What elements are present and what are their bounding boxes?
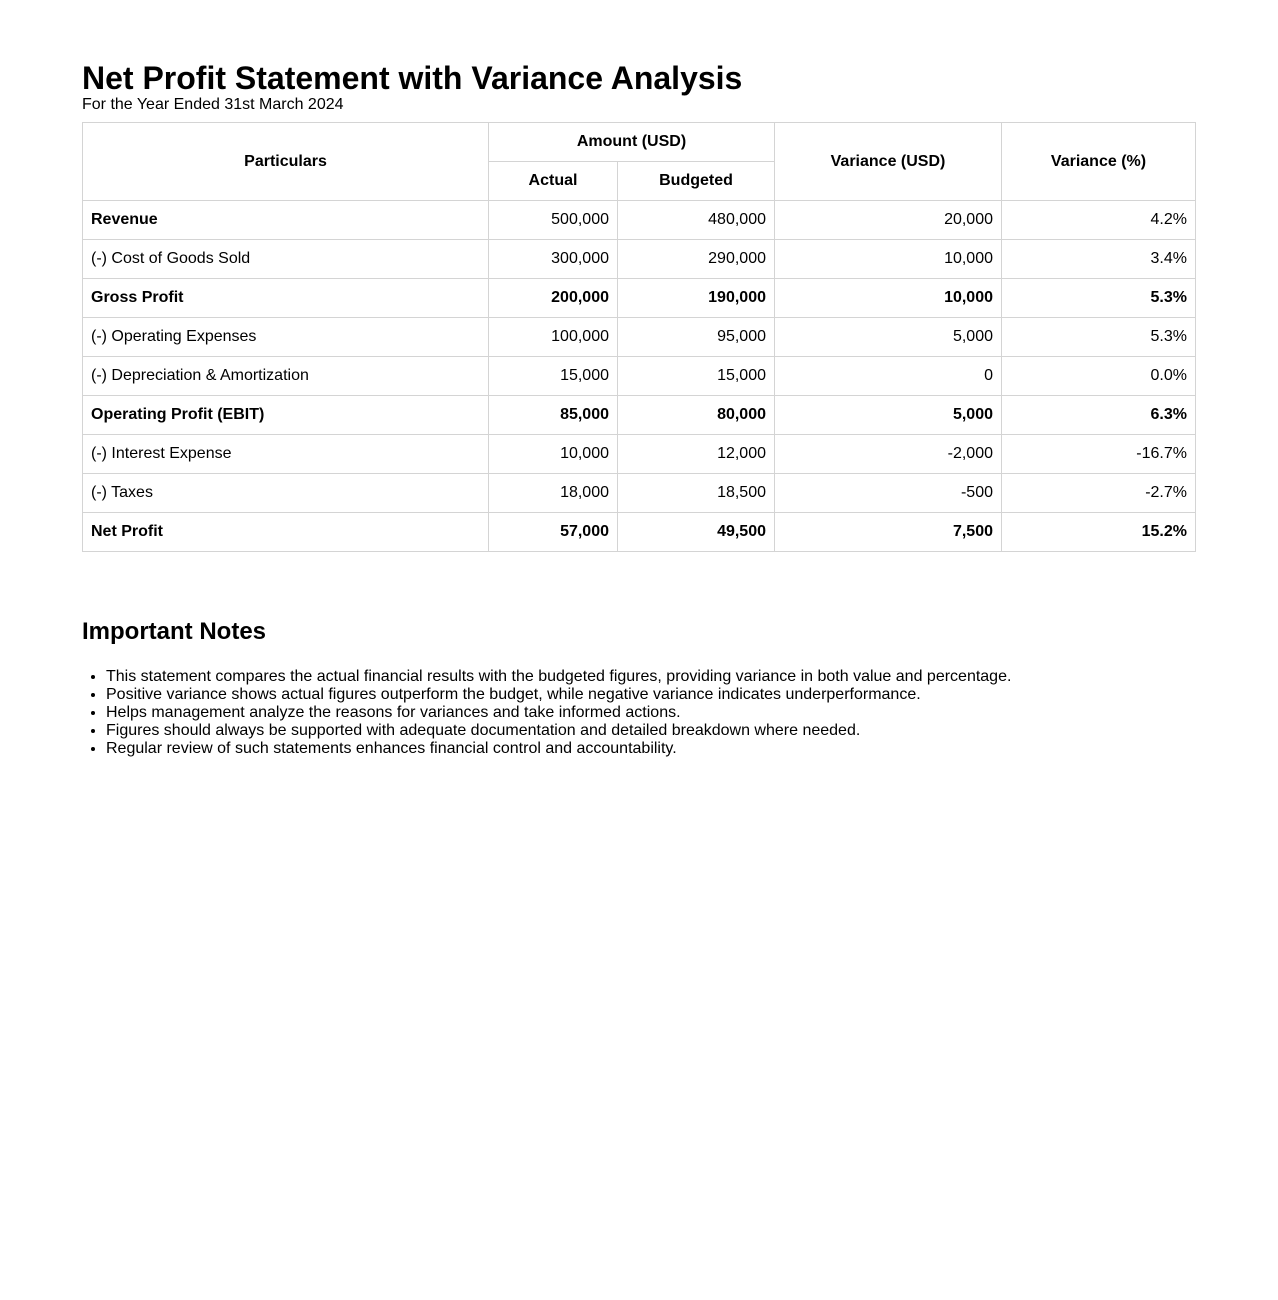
row-label: (-) Depreciation & Amortization <box>83 357 489 396</box>
note-item: • Regular review of such statements enhances financial control and accountability. <box>106 740 1196 758</box>
cell-actual: 18,000 <box>489 474 618 513</box>
table-row <box>83 357 1196 396</box>
cell-budgeted: 290,000 <box>618 240 775 279</box>
cell-budgeted: 18,500 <box>618 474 775 513</box>
row-label: (-) Cost of Goods Sold <box>83 240 489 279</box>
note-item: • Helps management analyze the reasons for variances and take informed actions. <box>106 704 1196 722</box>
cell-variance-pct: 15.2% <box>1002 513 1196 552</box>
cell-budgeted: 80,000 <box>618 396 775 435</box>
cell-budgeted: 190,000 <box>618 279 775 318</box>
notes-title: Important Notes <box>82 618 267 645</box>
cell-actual: 100,000 <box>489 318 618 357</box>
cell-budgeted: 480,000 <box>618 201 775 240</box>
cell-variance-pct: 0.0% <box>1002 357 1196 396</box>
cell-variance-pct: -2.7% <box>1002 474 1196 513</box>
row-label: Net Profit <box>83 513 489 552</box>
cell-actual: 300,000 <box>489 240 618 279</box>
table-row <box>83 396 1196 435</box>
cell-budgeted: 15,000 <box>618 357 775 396</box>
header-amount-group: Amount (USD) <box>489 123 775 162</box>
table-row <box>83 435 1196 474</box>
cell-actual: 10,000 <box>489 435 618 474</box>
cell-actual: 200,000 <box>489 279 618 318</box>
table-body <box>83 201 1196 552</box>
header-actual: Actual <box>489 162 618 201</box>
header-variance-pct: Variance (%) <box>1002 123 1196 201</box>
header-variance-usd: Variance (USD) <box>775 123 1002 201</box>
row-label: Gross Profit <box>83 279 489 318</box>
table-row <box>83 474 1196 513</box>
note-item: • This statement compares the actual financial results with the budgeted figures, providing variance in both value and percentage. <box>106 668 1196 686</box>
row-label: Revenue <box>83 201 489 240</box>
row-label: (-) Interest Expense <box>83 435 489 474</box>
cell-variance-usd: 20,000 <box>775 201 1002 240</box>
cell-variance-usd: 7,500 <box>775 513 1002 552</box>
page-subtitle: For the Year Ended 31st March 2024 <box>82 96 344 113</box>
cell-budgeted: 95,000 <box>618 318 775 357</box>
page-title: Net Profit Statement with Variance Analysis <box>82 60 743 96</box>
table-row <box>83 513 1196 552</box>
table-row <box>83 240 1196 279</box>
cell-variance-pct: 5.3% <box>1002 318 1196 357</box>
table-row <box>83 318 1196 357</box>
cell-budgeted: 12,000 <box>618 435 775 474</box>
cell-variance-usd: 0 <box>775 357 1002 396</box>
row-label: (-) Operating Expenses <box>83 318 489 357</box>
row-label: (-) Taxes <box>83 474 489 513</box>
row-label: Operating Profit (EBIT) <box>83 396 489 435</box>
cell-variance-usd: 10,000 <box>775 279 1002 318</box>
cell-variance-pct: 6.3% <box>1002 396 1196 435</box>
note-item: • Positive variance shows actual figures outperform the budget, while negative variance indicates underperformance. <box>106 686 1196 704</box>
table-row <box>83 201 1196 240</box>
cell-actual: 85,000 <box>489 396 618 435</box>
cell-variance-usd: -2,000 <box>775 435 1002 474</box>
cell-budgeted: 49,500 <box>618 513 775 552</box>
table-header <box>83 123 1196 201</box>
header-particulars: Particulars <box>83 123 489 201</box>
header-budgeted: Budgeted <box>618 162 775 201</box>
cell-variance-pct: 5.3% <box>1002 279 1196 318</box>
cell-variance-pct: 3.4% <box>1002 240 1196 279</box>
cell-variance-pct: 4.2% <box>1002 201 1196 240</box>
cell-variance-pct: -16.7% <box>1002 435 1196 474</box>
cell-variance-usd: 5,000 <box>775 396 1002 435</box>
notes-list <box>82 668 1196 758</box>
cell-actual: 500,000 <box>489 201 618 240</box>
note-item: • Figures should always be supported with adequate documentation and detailed breakdown where needed. <box>106 722 1196 740</box>
cell-variance-usd: -500 <box>775 474 1002 513</box>
cell-variance-usd: 5,000 <box>775 318 1002 357</box>
variance-table <box>82 122 1196 552</box>
cell-actual: 15,000 <box>489 357 618 396</box>
cell-variance-usd: 10,000 <box>775 240 1002 279</box>
cell-actual: 57,000 <box>489 513 618 552</box>
table-row <box>83 279 1196 318</box>
